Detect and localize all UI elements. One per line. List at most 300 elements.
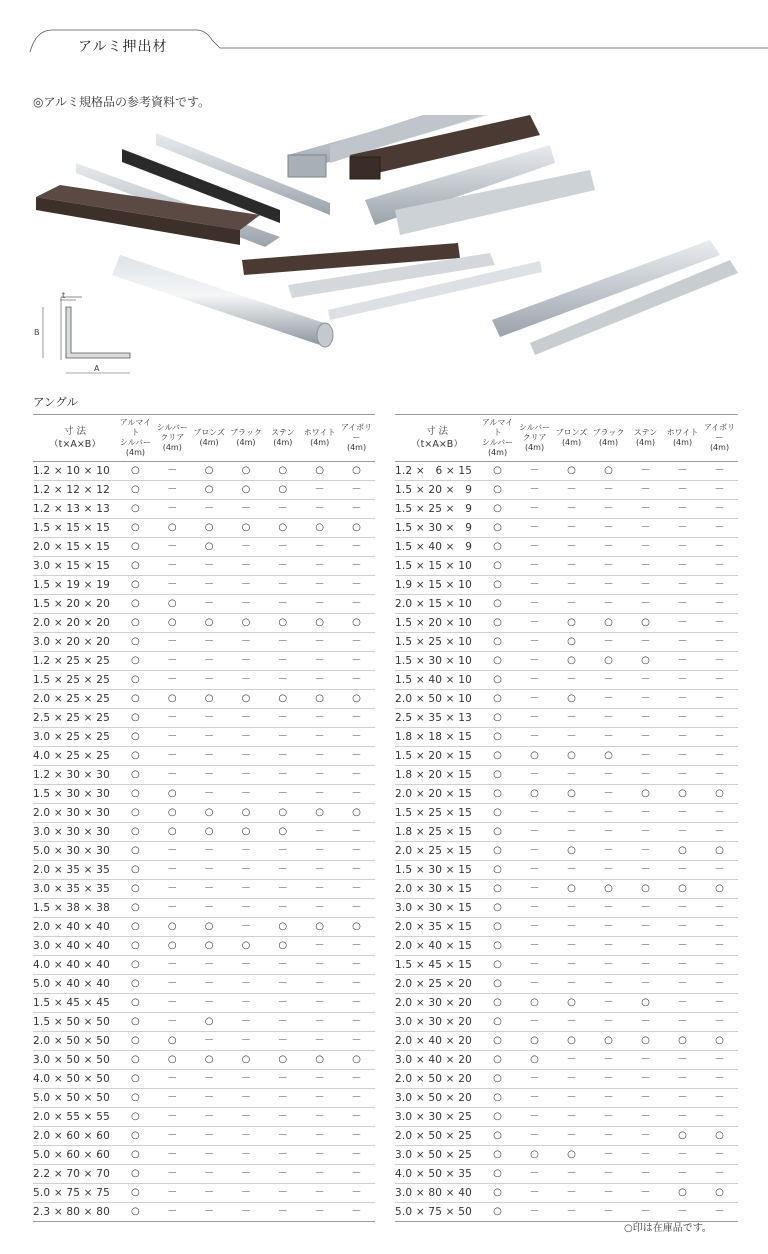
table-row	[395, 633, 738, 652]
stock-cell: ○	[117, 1070, 154, 1089]
stock-cell: －	[154, 1127, 191, 1146]
stock-cell: －	[154, 975, 191, 994]
stock-cell: －	[338, 671, 375, 690]
size-cell: 2.0 × 40 × 20	[395, 1032, 479, 1051]
stock-cell: ○	[191, 538, 228, 557]
stock-cell: －	[701, 1108, 738, 1127]
stock-cell: ○	[117, 1032, 154, 1051]
stock-cell: －	[590, 918, 627, 937]
stock-cell: －	[627, 538, 664, 557]
stock-cell: －	[553, 1127, 590, 1146]
stock-cell: －	[590, 842, 627, 861]
table-row	[33, 842, 375, 861]
table-row	[395, 1089, 738, 1108]
stock-cell: －	[338, 557, 375, 576]
stock-cell: －	[191, 671, 228, 690]
stock-cell: －	[553, 918, 590, 937]
stock-cell: －	[154, 1108, 191, 1127]
stock-cell: －	[154, 1203, 191, 1222]
stock-cell: －	[590, 766, 627, 785]
stock-cell: －	[553, 899, 590, 918]
stock-cell: －	[553, 671, 590, 690]
stock-cell: －	[664, 1203, 701, 1222]
table-row	[395, 481, 738, 500]
column-header-finish: アルマイト シルバー (4m)	[117, 415, 154, 462]
stock-cell: －	[264, 842, 301, 861]
stock-cell: ○	[117, 1146, 154, 1165]
stock-cell: ○	[117, 975, 154, 994]
tube-end-brown	[350, 157, 380, 179]
stock-cell: －	[228, 899, 265, 918]
stock-cell: －	[154, 861, 191, 880]
stock-cell: －	[664, 462, 701, 481]
stock-cell: ○	[590, 614, 627, 633]
stock-cell: ○	[479, 994, 516, 1013]
table-row	[395, 538, 738, 557]
stock-cell: ○	[301, 519, 338, 538]
stock-cell: ○	[516, 994, 553, 1013]
stock-cell: ○	[479, 671, 516, 690]
table-row	[395, 1070, 738, 1089]
table-row	[33, 576, 375, 595]
stock-cell: ○	[117, 766, 154, 785]
table-row	[395, 747, 738, 766]
stock-cell: －	[664, 823, 701, 842]
stock-cell: ○	[553, 652, 590, 671]
stock-cell: ○	[228, 462, 265, 481]
size-cell: 4.0 × 40 × 40	[33, 956, 117, 975]
stock-cell: ○	[264, 937, 301, 956]
size-cell: 1.5 × 15 × 15	[33, 519, 117, 538]
size-cell: 3.0 × 80 × 40	[395, 1184, 479, 1203]
stock-cell: －	[553, 595, 590, 614]
table-row	[33, 1203, 375, 1222]
stock-cell: －	[154, 1165, 191, 1184]
stock-cell: ○	[590, 1032, 627, 1051]
stock-cell: －	[301, 842, 338, 861]
stock-cell: －	[338, 1089, 375, 1108]
stock-cell: －	[627, 728, 664, 747]
stock-cell: －	[154, 462, 191, 481]
size-cell: 3.0 × 15 × 15	[33, 557, 117, 576]
stock-cell: －	[228, 671, 265, 690]
stock-cell: ○	[701, 880, 738, 899]
stock-cell: －	[701, 975, 738, 994]
stock-cell: －	[228, 1070, 265, 1089]
stock-cell: －	[664, 1089, 701, 1108]
stock-cell: －	[701, 899, 738, 918]
table-row	[395, 804, 738, 823]
stock-cell: －	[553, 1013, 590, 1032]
footnote: ○印は在庫品です。	[624, 1223, 712, 1234]
stock-cell: ○	[479, 1203, 516, 1222]
stock-cell: －	[301, 671, 338, 690]
stock-cell: －	[228, 595, 265, 614]
stock-cell: －	[701, 1070, 738, 1089]
size-cell: 2.0 × 60 × 60	[33, 1127, 117, 1146]
stock-cell: －	[301, 1108, 338, 1127]
table-row	[33, 766, 375, 785]
stock-cell: －	[516, 1203, 553, 1222]
size-cell: 5.0 × 75 × 75	[33, 1184, 117, 1203]
size-cell: 1.5 × 20 × 10	[395, 614, 479, 633]
size-cell: 1.5 × 45 × 15	[395, 956, 479, 975]
size-cell: 1.5 × 20 × 20	[33, 595, 117, 614]
stock-cell: －	[228, 880, 265, 899]
stock-cell: －	[553, 956, 590, 975]
stock-cell: －	[590, 1089, 627, 1108]
size-cell: 3.0 × 25 × 25	[33, 728, 117, 747]
stock-cell: ○	[117, 842, 154, 861]
column-header-finish: シルバー クリア (4m)	[154, 415, 191, 462]
stock-cell: －	[338, 481, 375, 500]
stock-cell: －	[264, 1089, 301, 1108]
stock-cell: －	[627, 1013, 664, 1032]
stock-cell: ○	[553, 994, 590, 1013]
stock-cell: ○	[701, 842, 738, 861]
stock-cell: －	[228, 747, 265, 766]
stock-cell: －	[664, 500, 701, 519]
stock-cell: －	[627, 595, 664, 614]
stock-cell: －	[590, 595, 627, 614]
stock-cell: －	[338, 538, 375, 557]
stock-cell: －	[191, 595, 228, 614]
stock-cell: －	[301, 747, 338, 766]
stock-cell: －	[191, 1089, 228, 1108]
stock-cell: ○	[479, 937, 516, 956]
stock-cell: －	[553, 576, 590, 595]
stock-cell: －	[154, 557, 191, 576]
stock-cell: －	[590, 1051, 627, 1070]
stock-cell: ○	[479, 690, 516, 709]
stock-cell: －	[590, 500, 627, 519]
stock-cell: －	[590, 937, 627, 956]
stock-cell: －	[301, 576, 338, 595]
stock-cell: －	[516, 1070, 553, 1089]
stock-cell: ○	[117, 633, 154, 652]
stock-cell: －	[664, 709, 701, 728]
stock-cell: ○	[479, 975, 516, 994]
stock-cell: ○	[338, 519, 375, 538]
stock-cell: －	[301, 652, 338, 671]
table-row	[33, 747, 375, 766]
stock-cell: －	[627, 1184, 664, 1203]
diagram-label-t: t	[62, 291, 66, 300]
table-row	[395, 652, 738, 671]
size-cell: 1.2 × 30 × 30	[33, 766, 117, 785]
stock-cell: ○	[479, 500, 516, 519]
stock-cell: ○	[701, 1184, 738, 1203]
stock-cell: －	[191, 1184, 228, 1203]
stock-cell: －	[664, 652, 701, 671]
stock-cell: －	[701, 994, 738, 1013]
size-cell: 2.5 × 25 × 25	[33, 709, 117, 728]
table-row	[395, 1127, 738, 1146]
stock-cell: －	[516, 823, 553, 842]
stock-cell: －	[154, 1070, 191, 1089]
page-title: アルミ押出材	[78, 39, 168, 55]
stock-cell: －	[154, 1184, 191, 1203]
size-cell: 1.5 × 45 × 45	[33, 994, 117, 1013]
stock-cell: ○	[479, 1127, 516, 1146]
stock-cell: －	[338, 937, 375, 956]
stock-cell: ○	[117, 595, 154, 614]
stock-cell: －	[301, 481, 338, 500]
stock-cell: ○	[627, 994, 664, 1013]
stock-cell: －	[228, 1108, 265, 1127]
stock-cell: －	[264, 1203, 301, 1222]
stock-cell: －	[338, 728, 375, 747]
stock-cell: ○	[117, 500, 154, 519]
stock-cell: －	[627, 747, 664, 766]
stock-cell: ○	[117, 1051, 154, 1070]
stock-cell: ○	[117, 823, 154, 842]
stock-cell: －	[664, 956, 701, 975]
stock-cell: －	[301, 595, 338, 614]
stock-cell: －	[516, 633, 553, 652]
stock-cell: －	[516, 538, 553, 557]
stock-cell: ○	[301, 918, 338, 937]
stock-cell: －	[191, 899, 228, 918]
stock-cell: －	[191, 785, 228, 804]
stock-cell: ○	[264, 614, 301, 633]
stock-cell: ○	[627, 880, 664, 899]
stock-cell: －	[264, 1070, 301, 1089]
size-cell: 1.5 × 30 × 10	[395, 652, 479, 671]
stock-cell: ○	[117, 785, 154, 804]
stock-cell: ○	[338, 614, 375, 633]
table-row	[395, 462, 738, 481]
table-row	[33, 671, 375, 690]
size-cell: 1.2 × 10 × 10	[33, 462, 117, 481]
stock-cell: －	[228, 633, 265, 652]
stock-cell: －	[264, 785, 301, 804]
stock-cell: －	[301, 538, 338, 557]
stock-cell: －	[664, 690, 701, 709]
size-cell: 3.0 × 50 × 20	[395, 1089, 479, 1108]
stock-cell: －	[701, 918, 738, 937]
stock-cell: －	[154, 994, 191, 1013]
stock-cell: －	[701, 937, 738, 956]
table-row	[33, 500, 375, 519]
stock-cell: －	[154, 671, 191, 690]
size-cell: 2.0 × 35 × 15	[395, 918, 479, 937]
stock-cell: －	[516, 1013, 553, 1032]
stock-cell: －	[627, 1070, 664, 1089]
stock-cell: ○	[479, 804, 516, 823]
column-header-finish: アイボリー (4m)	[701, 415, 738, 462]
size-cell: 2.0 × 30 × 20	[395, 994, 479, 1013]
stock-cell: －	[553, 1108, 590, 1127]
stock-cell: －	[228, 956, 265, 975]
table-row	[33, 652, 375, 671]
stock-cell: －	[553, 975, 590, 994]
stock-cell: ○	[590, 462, 627, 481]
stock-cell: －	[627, 462, 664, 481]
table-row	[33, 728, 375, 747]
table-row	[33, 1070, 375, 1089]
stock-cell: －	[553, 766, 590, 785]
stock-cell: －	[590, 519, 627, 538]
size-cell: 2.0 × 15 × 15	[33, 538, 117, 557]
stock-cell: －	[664, 861, 701, 880]
size-cell: 2.0 × 30 × 15	[395, 880, 479, 899]
size-cell: 2.0 × 25 × 25	[33, 690, 117, 709]
table-row	[33, 538, 375, 557]
stock-cell: －	[590, 785, 627, 804]
stock-cell: －	[191, 1127, 228, 1146]
stock-cell: ○	[117, 918, 154, 937]
stock-cell: －	[154, 500, 191, 519]
table-row	[33, 1165, 375, 1184]
diagram-label-a: A	[94, 364, 100, 373]
stock-cell: －	[627, 842, 664, 861]
stock-cell: ○	[117, 462, 154, 481]
stock-cell: －	[664, 1070, 701, 1089]
stock-cell: ○	[117, 538, 154, 557]
stock-cell: －	[516, 728, 553, 747]
stock-cell: ○	[117, 690, 154, 709]
stock-cell: －	[228, 842, 265, 861]
table-row	[395, 1108, 738, 1127]
stock-cell: －	[664, 994, 701, 1013]
stock-cell: ○	[117, 1203, 154, 1222]
stock-cell: －	[590, 1013, 627, 1032]
stock-cell: －	[301, 1127, 338, 1146]
table-row	[33, 1032, 375, 1051]
size-cell: 1.5 × 50 × 50	[33, 1013, 117, 1032]
stock-cell: －	[228, 1165, 265, 1184]
stock-cell: －	[553, 709, 590, 728]
stock-cell: －	[338, 709, 375, 728]
stock-cell: －	[338, 747, 375, 766]
stock-cell: －	[553, 538, 590, 557]
column-header-finish: ブロンズ (4m)	[191, 415, 228, 462]
stock-cell: －	[701, 747, 738, 766]
stock-cell: －	[627, 633, 664, 652]
stock-cell: －	[191, 1203, 228, 1222]
stock-cell: －	[154, 728, 191, 747]
table-row	[33, 481, 375, 500]
stock-cell: －	[627, 899, 664, 918]
stock-cell: ○	[338, 462, 375, 481]
table-row	[33, 937, 375, 956]
stock-cell: ○	[664, 1127, 701, 1146]
stock-cell: －	[191, 1146, 228, 1165]
stock-cell: ○	[117, 671, 154, 690]
stock-cell: ○	[154, 1051, 191, 1070]
stock-cell: －	[590, 538, 627, 557]
stock-cell: ○	[338, 804, 375, 823]
stock-cell: ○	[154, 804, 191, 823]
stock-cell: ○	[627, 785, 664, 804]
stock-cell: －	[590, 576, 627, 595]
stock-cell: －	[228, 1184, 265, 1203]
table-row	[33, 595, 375, 614]
stock-cell: ○	[117, 728, 154, 747]
stock-cell: ○	[228, 519, 265, 538]
stock-cell: －	[338, 1203, 375, 1222]
stock-cell: －	[264, 956, 301, 975]
stock-cell: －	[553, 1089, 590, 1108]
stock-cell: －	[664, 633, 701, 652]
stock-cell: －	[553, 1184, 590, 1203]
stock-cell: －	[301, 823, 338, 842]
size-cell: 5.0 × 40 × 40	[33, 975, 117, 994]
stock-cell: －	[301, 975, 338, 994]
size-cell: 1.2 × 12 × 12	[33, 481, 117, 500]
stock-cell: －	[228, 728, 265, 747]
stock-cell: －	[664, 1013, 701, 1032]
stock-cell: ○	[338, 1051, 375, 1070]
stock-cell: ○	[553, 880, 590, 899]
size-cell: 3.0 × 40 × 20	[395, 1051, 479, 1070]
stock-cell: －	[154, 538, 191, 557]
stock-cell: ○	[590, 880, 627, 899]
stock-cell: －	[301, 785, 338, 804]
stock-cell: ○	[117, 899, 154, 918]
stock-cell: －	[664, 975, 701, 994]
stock-cell: －	[664, 1165, 701, 1184]
stock-cell: －	[516, 975, 553, 994]
stock-cell: ○	[117, 1127, 154, 1146]
stock-cell: －	[590, 1127, 627, 1146]
stock-cell: －	[191, 956, 228, 975]
size-cell: 3.0 × 40 × 40	[33, 937, 117, 956]
stock-cell: －	[301, 861, 338, 880]
stock-cell: －	[590, 481, 627, 500]
stock-cell: －	[228, 576, 265, 595]
stock-cell: ○	[301, 462, 338, 481]
stock-cell: －	[338, 956, 375, 975]
stock-cell: －	[301, 994, 338, 1013]
stock-cell: －	[516, 671, 553, 690]
stock-cell: ○	[479, 652, 516, 671]
stock-cell: ○	[228, 614, 265, 633]
stock-cell: －	[516, 652, 553, 671]
stock-cell: －	[701, 633, 738, 652]
table-row	[395, 728, 738, 747]
stock-cell: －	[154, 899, 191, 918]
stock-cell: －	[590, 861, 627, 880]
stock-cell: ○	[479, 481, 516, 500]
stock-cell: －	[590, 975, 627, 994]
stock-cell: －	[516, 804, 553, 823]
stock-cell: －	[228, 652, 265, 671]
stock-cell: －	[664, 671, 701, 690]
stock-cell: ○	[479, 595, 516, 614]
stock-cell: ○	[264, 519, 301, 538]
pipe-end	[317, 323, 333, 347]
size-cell: 2.0 × 50 × 10	[395, 690, 479, 709]
stock-cell: －	[338, 1013, 375, 1032]
stock-cell: ○	[154, 690, 191, 709]
table-row	[395, 994, 738, 1013]
stock-cell: －	[338, 899, 375, 918]
diagram-label-b: B	[34, 328, 40, 337]
stock-cell: ○	[117, 1108, 154, 1127]
stock-cell: －	[264, 861, 301, 880]
stock-cell: ○	[154, 614, 191, 633]
stock-cell: ○	[264, 1051, 301, 1070]
stock-cell: ○	[191, 519, 228, 538]
stock-cell: －	[154, 1089, 191, 1108]
stock-cell: －	[191, 994, 228, 1013]
stock-cell: ○	[228, 823, 265, 842]
stock-cell: ○	[627, 614, 664, 633]
angle-table-right	[395, 414, 738, 1222]
stock-cell: －	[264, 1184, 301, 1203]
